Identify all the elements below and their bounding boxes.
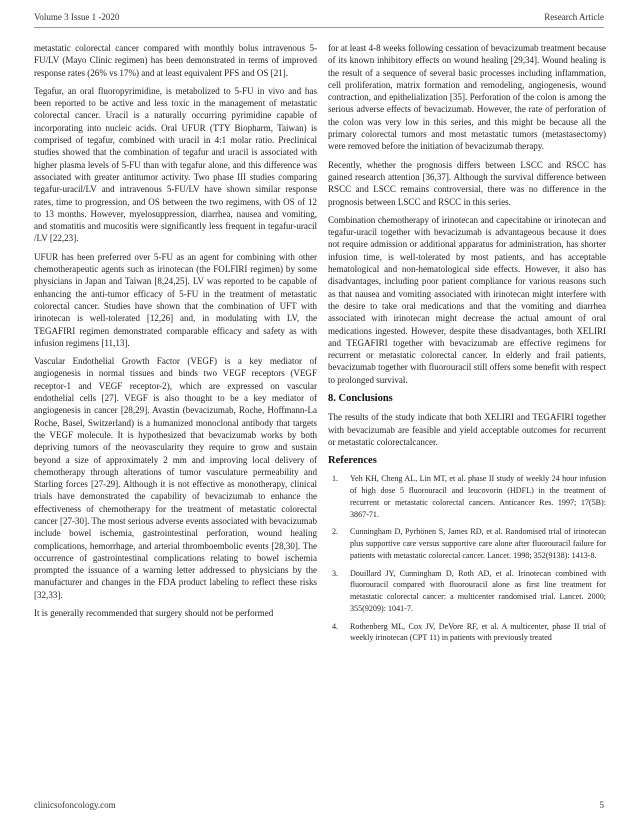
body-paragraph: Combination chemotherapy of irinotecan and capecitabine or irinotecan and tegafur-uracil together with bevacizumab is advantageous because it does not require admission or additional apparatus for administration, has shorter infusion time, is well-tolerated by most patients, and has acceptable hematological and non-hematological side effects. However, it also has disadvantages, including poor patient compliance for various reasons such as that nausea and vomiting associated with irinotecan might interfere with the desire to take oral medications and that the vomiting and diarrhea associated with irinotecan might decrease the actual amount of oral medications ingested. However, despite these disadvantages, both XELIRI and TEGAFIRI together with bevacizumab are effective regimens for recurrent or metastatic colorectal cancer. In elderly and frail patients, bevacizumab together with fluorouracil still offers some benefit with respect to prolonged survival. [328,214,606,385]
body-paragraph: metastatic colorectal cancer compared with monthly bolus intravenous 5-FU/LV (Mayo Clinic regimen) has been demonstrated in terms of improved response rates (26% vs 17%) and at least equivalent PFS and OS [21]. [34,43,317,78]
page-footer [34,800,604,814]
reference-text: Douillard JY, Cunningham D, Roth AD, et al. Irinotecan combined with fluorouracil compared with fluorouracil alone as first line treatment for metastatic colorectal cancer: a multicenter randomised trial. Lancet. 2000; 355(9209): 1041-7. [350,568,606,613]
reference-item [328,568,606,615]
reference-text: Rothenberg ML, Cox JV, DeVore RF, et al. A multicenter, phase II trial of weekly irinotecan (CPT 11) in patients with previously treated [350,621,606,643]
reference-number: 2. [332,527,339,537]
header-rule [34,27,604,28]
reference-number: 4. [332,621,339,631]
article-type: Research Article [544,12,604,22]
reference-number: 3. [332,568,339,578]
conclusions-heading: 8. Conclusions [328,393,393,405]
body-paragraph: It is generally recommended that surgery should not be performed [34,608,274,619]
body-paragraph: Tegafur, an oral fluoropyrimidine, is metabolized to 5-FU in vivo and has been reported to be active and less toxic in the management of metastatic colorectal cancer. Uracil is a naturally occurring pyrimidine capable of incorporating into nucleic acids. Oral UFUR (TTY Biopharm, Taiwan) is comprised of tegafur, combined with uracil in 4:1 molar ratio. Preclinical studies showed that the combination of tegafur and uracil is associated with higher plasma levels of 5-FU than with tegafur alone, and this difference was associated with greater antitumor activity. Two phase III studies comparing tegafur-uracil/LV and intravenous 5-FU/LV have shown similar response rates, time to progression, and OS between the two regimens, with OS of 12 to 13 months. However, myelosuppression, diarrhea, nausea and vomiting, and stomatitis and mucositis were significantly less frequent in tegafur-uracil /LV [22,23]. [34,85,317,244]
body-paragraph: Vascular Endothelial Growth Factor (VEGF) is a key mediator of angiogenesis in normal tissues and binds two VEGF receptors (VEGF receptor-1 and VEGF receptor-2), which are expressed on vascular endothelial cells [27]. VEGF is also thought to be a key mediator of angiogenesis in cancer [28,29]. Avastin (bevacizumab, Roche, Hoffmann-La Roche, Basel, Switzerland) is a humanized monoclonal antibody that targets the VEGF molecule. It is hypothesized that bevacizumab works by both depriving tumors of the neovascularity they require to grow and sustain beyond a size of approximately 2 mm and improving local delivery of chemotherapy through alterations of tumor vasculature permeability and Starling forces [27-29]. Although it is not effective as monotherapy, clinical trials have demonstrated the capability of bevacizumab to enhance the effectiveness of chemotherapy for the treatment of metastatic colorectal cancer [27-30]. The most serious adverse events associated with bevacizumab include bowel ischemia, gastrointestinal perforation, wound healing complications, hemorrhage, and arterial thromboembolic events [28,30]. The occurrence of gastrointestinal complications relating to bowel ischemia prompted the issuance of a warning letter addressed to physicians by the manufacturer and changes in the FDA product labeling to reflect these risks [32,33]. [34,356,317,600]
references-heading: References [328,455,377,467]
reference-item [328,526,606,561]
reference-item [328,621,606,644]
reference-item [328,473,606,520]
conclusions-paragraph: The results of the study indicate that both XELIRI and TEGAFIRI together with bevacizumab are feasible and yield acceptable outcomes for recurrent or metastatic colorectalcancer. [328,412,606,447]
right-column [328,42,606,650]
journal-website: clinicsofoncology.com [34,800,116,810]
left-column [34,42,317,625]
references-list [328,473,606,644]
body-paragraph: Recently, whether the prognosis differs between LSCC and RSCC has gained research attention [36,37]. Although the survival difference between RSCC and LSCC remains controversial, there was no difference in the prognosis between LSCC and RSCC in this series. [328,159,606,207]
reference-number: 1. [332,474,339,484]
page-header [34,12,604,26]
reference-text: Yeh KH, Cheng AL, Lin MT, et al. phase II study of weekly 24 hour infusion of high dose 5 fluorouracil and leucovorin (HDFL) in the treatment of recurrent or metastatic colorectal cancers. Anticancer Res. 1997; 17(5B): 3867-71. [350,474,606,519]
journal-volume: Volume 3 Issue 1 -2020 [34,12,120,22]
body-paragraph: UFUR has been preferred over 5-FU as an agent for combining with other chemotherapeutic agents such as irinotecan (the FOLFIRI regimen) by some physicians in Japan and Taiwan [8,24,25]. LV was reported to be capable of enhancing the anti-tumor efficacy of 5-FU in the treatment of metastatic colorectal cancer. Studies have shown that the combination of UFT with irinotecan is well-tolerated [12,26] and, in modulating with LV, the TEGAFIRI regimen demonstrated comparable efficacy and safety as with infusion regimens [11,13]. [34,251,317,348]
page-number: 5 [599,800,604,810]
body-paragraph: for at least 4-8 weeks following cessation of bevacizumab treatment because of its known inhibitory effects on wound healing [29,34]. Wound healing is the result of a sequence of several basic processes including inflammation, cell proliferation, matrix formation and remodeling, angiogenesis, wound contraction, and epithelialization [35]. Perforation of the colon is among the serious adverse effects of bevacizumab. However, the rate of perforation of the colon was very low in this series, and this might be because all the primary colorectal tumors and most metastatic tumors (metastasectomy) were removed before the initiation of bevacizumab therapy. [328,43,606,152]
reference-text: Cunningham D, Pyrhönen S, James RD, et al. Randomised trial of irinotecan plus supportive care versus supportive care alone after fluorouracil failure for patients with metastatic colorectal cancer. Lancet. 1998; 352(9138): 1413-8. [350,527,606,560]
